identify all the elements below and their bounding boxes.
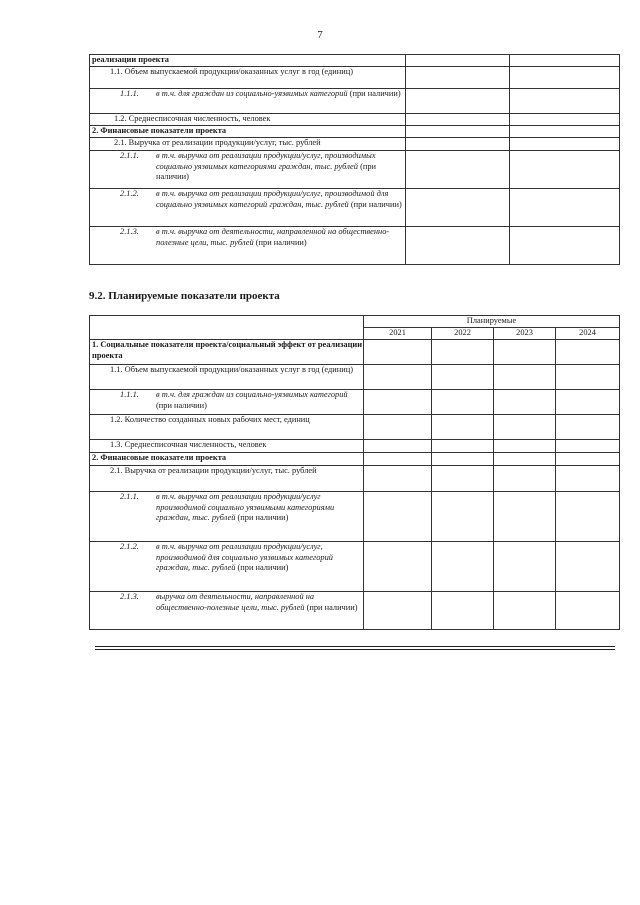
value-cell: [406, 138, 510, 151]
table-row: [90, 126, 620, 138]
value-cell: [510, 151, 620, 189]
value-cell: [432, 365, 494, 390]
row-text: в т.ч. выручка от реализации продукции/услуг, производимой для социально уязвимых категорий граждан, тыс. рублей: [156, 189, 389, 209]
row-suffix: (при наличии): [347, 89, 401, 98]
row-label: [90, 151, 406, 189]
value-cell: [364, 415, 432, 440]
value-cell: [556, 492, 620, 542]
value-cell: [556, 415, 620, 440]
row-label: [90, 138, 406, 151]
row-label: [90, 114, 406, 126]
row-text: 1.1. Объем выпускаемой продукции/оказанных услуг в год (единиц): [110, 67, 354, 76]
value-cell: [494, 466, 556, 492]
value-cell: [364, 390, 432, 415]
value-cell: [364, 542, 432, 592]
value-cell: [494, 365, 556, 390]
row-number: 1.1.1.: [120, 390, 139, 399]
row-text: 2. Финансовые показатели проекта: [92, 126, 227, 135]
row-number: 2.1.3.: [120, 227, 139, 236]
separator-line: [95, 646, 615, 647]
value-cell: [406, 227, 510, 265]
row-label: [90, 340, 364, 365]
value-cell: [494, 440, 556, 453]
value-cell: [510, 189, 620, 227]
value-cell: [494, 340, 556, 365]
table-row: [90, 592, 620, 630]
row-label: [90, 227, 406, 265]
row-suffix: (при наличии): [156, 400, 207, 410]
table-row: [90, 542, 620, 592]
table-row: [90, 390, 620, 415]
row-label: [90, 67, 406, 89]
row-number: 2.1.2.: [120, 189, 139, 198]
value-cell: [406, 89, 510, 114]
row-text: в т.ч. для граждан из социально-уязвимых категорий: [156, 89, 348, 98]
value-cell: [510, 227, 620, 265]
value-cell: [494, 415, 556, 440]
value-cell: [494, 592, 556, 630]
row-text: реализации проекта: [92, 55, 169, 64]
table-row: [90, 340, 620, 365]
row-label: [90, 415, 364, 440]
row-label: [90, 592, 364, 630]
value-cell: [364, 466, 432, 492]
table-row: [90, 415, 620, 440]
table-row: [90, 189, 620, 227]
value-cell: [364, 365, 432, 390]
page-number: 7: [317, 29, 323, 41]
value-cell: [556, 440, 620, 453]
value-cell: [364, 453, 432, 466]
value-cell: [494, 542, 556, 592]
value-cell: [364, 592, 432, 630]
value-cell: [364, 492, 432, 542]
value-cell: [432, 340, 494, 365]
value-cell: [406, 67, 510, 89]
value-cell: [432, 466, 494, 492]
row-label: [90, 189, 406, 227]
row-label: [90, 492, 364, 542]
table-row: [90, 453, 620, 466]
row-label: [90, 453, 364, 466]
row-number: 2.1.1.: [120, 492, 139, 501]
row-text: в т.ч. выручка от реализации продукции/услуг, производимых социально уязвимых категориями граждан, тыс. рублей: [156, 151, 376, 171]
row-label: [90, 55, 406, 67]
year-header: 2022: [432, 328, 494, 340]
value-cell: [432, 592, 494, 630]
value-cell: [494, 453, 556, 466]
row-text: выручка от деятельности, направленной на общественно-полезные цели, тыс. рублей: [156, 592, 315, 612]
table-row: [90, 151, 620, 189]
row-text: в т.ч. выручка от реализации продукции/услуг производимой социально уязвимыми категориями граждан, тыс. рублей: [156, 492, 335, 522]
row-suffix: (при наличии): [348, 199, 402, 209]
row-number: 1.1.1.: [120, 89, 139, 98]
row-text: 2.1. Выручка от реализации продукции/услуг, тыс. рублей: [110, 466, 317, 475]
table-header-row: [90, 316, 620, 328]
row-text: в т.ч. выручка от реализации продукции/услуг, производимой для социально уязвимых категорий граждан, тыс. рублей: [156, 542, 333, 572]
separator-line: [95, 649, 615, 650]
header-group: Планируемые: [364, 316, 620, 328]
value-cell: [432, 542, 494, 592]
value-cell: [432, 415, 494, 440]
value-cell: [556, 592, 620, 630]
value-cell: [510, 89, 620, 114]
value-cell: [406, 151, 510, 189]
row-suffix: (при наличии): [235, 513, 289, 522]
row-text: 2.1. Выручка от реализации продукции/услуг, тыс. рублей: [114, 138, 321, 147]
value-cell: [432, 440, 494, 453]
row-text: в т.ч. выручка от деятельности, направленной на общественно-полезные цели, тыс. рублей: [156, 227, 390, 247]
table-row: [90, 492, 620, 542]
value-cell: [432, 453, 494, 466]
row-suffix: (при наличии): [253, 237, 307, 247]
row-suffix: (при наличии): [235, 563, 289, 572]
table-row: [90, 466, 620, 492]
row-text: 1.1. Объем выпускаемой продукции/оказанных услуг в год (единиц): [110, 365, 354, 374]
table-row: [90, 440, 620, 453]
row-number: 2.1.1.: [120, 151, 139, 160]
row-text: 1.2. Количество созданных новых рабочих мест, единиц: [110, 415, 310, 424]
value-cell: [510, 114, 620, 126]
table-row: [90, 227, 620, 265]
value-cell: [494, 492, 556, 542]
row-text: в т.ч. для граждан из социально-уязвимых категорий: [156, 390, 348, 399]
value-cell: [510, 55, 620, 67]
year-header: 2021: [364, 328, 432, 340]
row-text: 1.3. Среднесписочная численность, человек: [110, 440, 267, 449]
value-cell: [556, 340, 620, 365]
row-number: 2.1.3.: [120, 592, 139, 601]
row-suffix: (при наличии): [304, 602, 358, 612]
indicators-table-continued: [89, 54, 620, 265]
section-heading: 9.2. Планируемые показатели проекта: [89, 290, 280, 302]
value-cell: [510, 126, 620, 138]
row-text: 1. Социальные показатели проекта/социальный эффект от реализации проекта: [92, 340, 363, 360]
row-label: [90, 89, 406, 114]
value-cell: [406, 126, 510, 138]
value-cell: [406, 55, 510, 67]
value-cell: [432, 390, 494, 415]
row-label: [90, 126, 406, 138]
row-label: [90, 365, 364, 390]
table-row: [90, 138, 620, 151]
value-cell: [556, 542, 620, 592]
planned-indicators-table: [89, 315, 620, 630]
value-cell: [432, 492, 494, 542]
row-label: [90, 440, 364, 453]
row-text: 2. Финансовые показатели проекта: [92, 453, 227, 462]
value-cell: [406, 189, 510, 227]
year-header: 2024: [556, 328, 620, 340]
row-number: 2.1.2.: [120, 542, 139, 551]
value-cell: [406, 114, 510, 126]
row-label: [90, 466, 364, 492]
value-cell: [556, 453, 620, 466]
value-cell: [556, 390, 620, 415]
table-row: [90, 89, 620, 114]
row-text: 1.2. Среднесписочная численность, человек: [114, 114, 271, 123]
value-cell: [494, 390, 556, 415]
value-cell: [364, 340, 432, 365]
year-header: 2023: [494, 328, 556, 340]
table-row: [90, 55, 620, 67]
header-blank-cell: [90, 316, 364, 340]
row-suffix: (при наличии): [156, 161, 377, 181]
table-row: [90, 114, 620, 126]
row-label: [90, 390, 364, 415]
row-label: [90, 542, 364, 592]
value-cell: [556, 466, 620, 492]
value-cell: [556, 365, 620, 390]
value-cell: [510, 138, 620, 151]
value-cell: [510, 67, 620, 89]
value-cell: [364, 440, 432, 453]
table-row: [90, 365, 620, 390]
table-row: [90, 67, 620, 89]
